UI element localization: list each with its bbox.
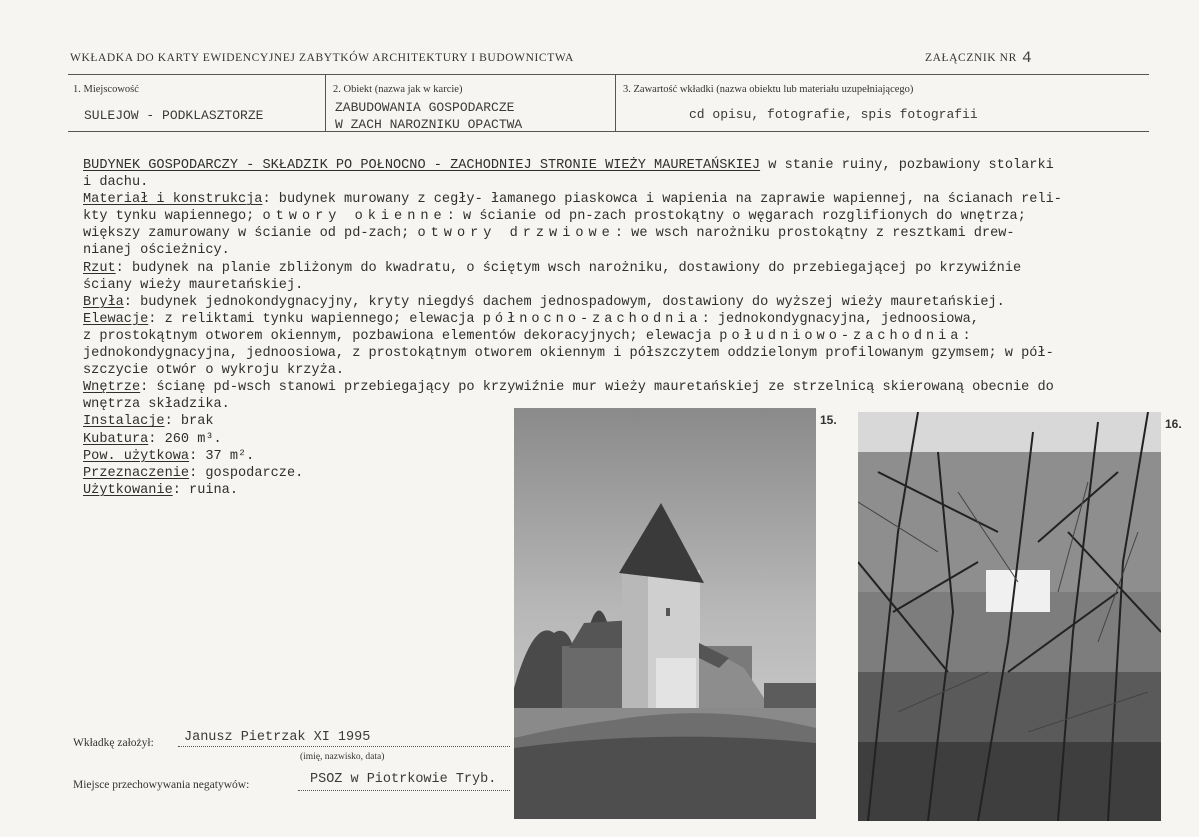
text-line [83,157,1093,174]
text-span: : budynek na planie zbliżonym do kwadratu, o ściętym wsch narożniku, dostawiony do przebiegającej po krzywiźnie [115,260,1022,276]
building-heading: BUDYNEK GOSPODARCZY - SKŁADZIK PO POŁNOCNO - ZACHODNIEJ STRONIE WIEŻY MAURETAŃSKIEJ [83,158,761,173]
form-title: WKŁADKA DO KARTY EWIDENCYJNEJ ZABYTKÓW ARCHITEKTURY I BUDOWNICTWA [70,52,574,64]
photo-number-15: 15. [820,413,837,427]
locality-label: 1. Miejscowość [73,84,139,95]
contents-label: 3. Zawartość wkładki (nazwa obiektu lub materiału uzupełniającego) [623,84,914,95]
spaced-term: otwory drzwiowe [417,226,615,242]
text-line [83,260,1093,277]
text-span: nianej ościeżnicy. [83,243,230,259]
spaced-term: południowo-zachodnia [719,328,963,344]
contents-value: cd opisu, fotografie, spis fotografii [689,107,978,122]
annex-label: ZAŁĄCZNIK NR [925,52,1017,64]
section-heading-usable-area: Pow. użytkowa [83,448,190,464]
locality-value: SULEJOW - PODKLASZTORZE [84,108,264,123]
field-divider-2 [615,75,616,132]
text-span: : we wsch narożniku prostokątny z resztkami drew- [614,226,1015,242]
text-line [83,242,1093,259]
text-span: ściany wieży mauretańskiej. [83,277,304,293]
created-by-value: Janusz Pietrzak XI 1995 [184,730,371,745]
spaced-term: północno-zachodnia [482,311,702,327]
section-heading-interior: Wnętrze [83,380,141,396]
annex-number: 4 [1022,49,1032,67]
text-span: : budynek murowany z cegły- łamanego piaskowca i wapienia na zaprawie wapiennej, na ścianach reli- [262,192,1062,208]
section-heading-use: Użytkowanie [83,482,173,498]
text-span: kty tynku wapiennego; [83,209,263,225]
text-span: wnętrza składzika. [83,397,230,413]
header-rule-bottom [68,131,1149,132]
text-span: : gospodarcze. [189,465,304,481]
photo-number-16: 16. [1165,417,1182,431]
text-span: szczycie otwór o wykroju krzyża. [83,363,345,379]
section-heading-purpose: Przeznaczenie [83,465,190,481]
text-span: : 260 m³. [148,431,222,447]
tower-photo-image [514,408,816,819]
text-span: w stanie ruiny, pozbawiony stolarki [760,158,1054,173]
text-line [83,208,1093,225]
section-heading-massing: Bryła [83,294,124,310]
text-span: jednokondygnacyjna, jednoosiowa, z prostokątnym otworem okiennym i półszczytem oddzielonym profilowanym gzymsem; w pół- [83,346,1054,362]
section-heading-elevations: Elewacje [83,311,149,327]
photo-ruin-interior [858,412,1161,821]
photo-tower [514,408,816,819]
text-line [83,379,1093,396]
text-span: : jednokondygnacyjna, jednoosiowa, [701,311,979,327]
text-line [83,311,1093,328]
negatives-location-value: PSOZ w Piotrkowie Tryb. [310,772,497,787]
text-line [83,328,1093,345]
section-heading-volume: Kubatura [83,431,149,447]
created-by-label: Wkładkę założył: [73,737,154,749]
text-span: i dachu. [83,175,149,191]
negatives-dotted-line [298,790,510,791]
text-span: : [962,328,971,344]
object-value-line2: W ZACH NAROZNIKU OPACTWA [335,117,523,132]
text-line [83,277,1093,294]
text-line [83,294,1093,311]
text-span: : brak [164,414,214,430]
text-span: z prostokątnym otworem okiennym, pozbawiona elementów dekoracyjnych; elewacja [83,328,720,344]
text-line [83,345,1093,362]
object-label: 2. Obiekt (nazwa jak w karcie) [333,84,463,95]
object-value-line1: ZABUDOWANIA GOSPODARCZE [335,100,515,115]
text-line [83,225,1093,242]
section-heading-material: Materiał i konstrukcja [83,192,263,208]
text-span: : ścianę pd-wsch stanowi przebiegający po krzywiźnie mur wieży mauretańskiej ze strzelnicą skierowaną obecnie do [140,380,1054,396]
text-span: większy zamurowany w ścianie od pd-zach; [83,226,418,242]
text-line [83,362,1093,379]
ruin-photo-image [858,412,1161,821]
text-span: : ruina. [172,482,238,498]
field-divider-1 [325,75,326,132]
text-span: : z reliktami tynku wapiennego; elewacja [148,311,483,327]
text-line [83,174,1093,191]
text-span: : 37 m². [189,448,255,464]
spaced-term: otwory okienne [262,209,447,225]
negatives-location-label: Miejsce przechowywania negatywów: [73,779,250,791]
text-line [83,191,1093,208]
section-heading-plan: Rzut [83,260,116,276]
text-span: : budynek jednokondygnacyjny, kryty niegdyś dachem jednospadowym, dostawiony do wyższej wieży mauretańskiej. [123,294,1005,310]
header-rule-top [68,74,1149,75]
created-by-dotted-line [178,746,510,747]
created-by-hint: (imię, nazwisko, data) [300,752,385,762]
text-span: : w ścianie od pn-zach prostokątny o węgarach rozglifionych do wnętrza; [446,209,1026,225]
section-heading-installations: Instalacje [83,414,165,430]
